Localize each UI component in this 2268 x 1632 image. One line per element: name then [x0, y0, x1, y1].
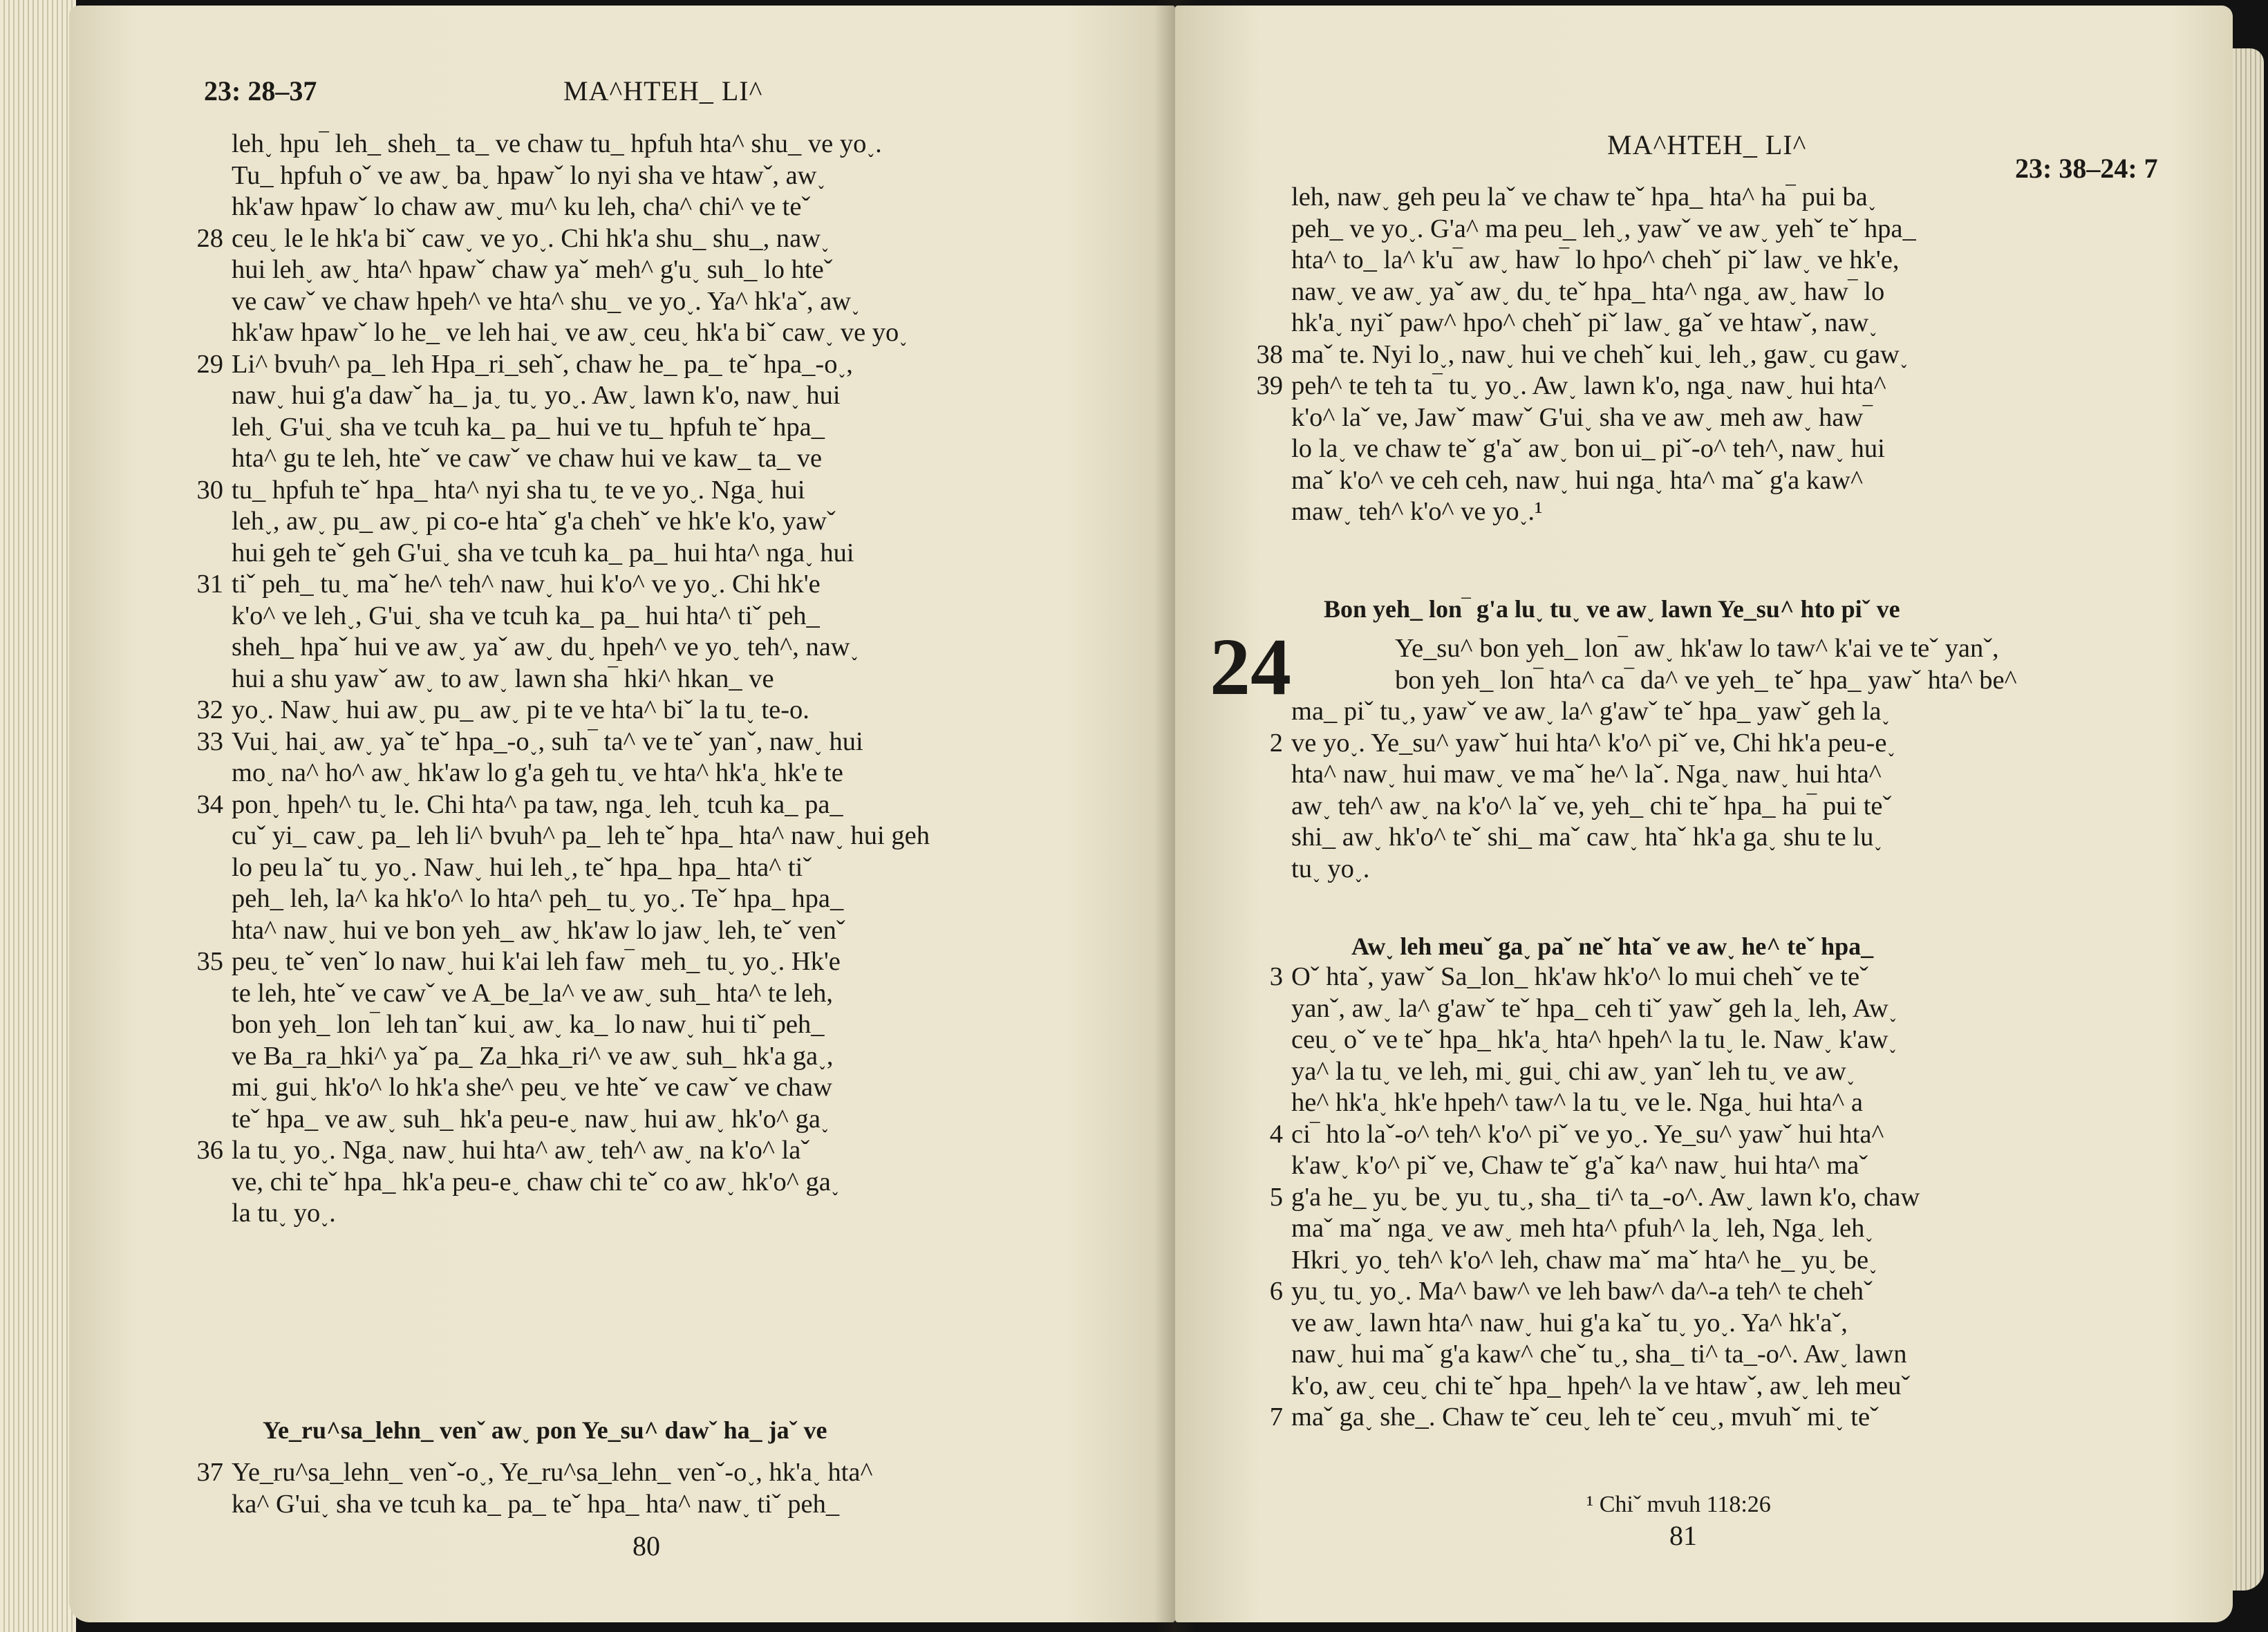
verse-text: k'o^ ve leh˯, G'ui˯ sha ve tcuh ka_ pa_ hui hta^ tiˇ peh_	[232, 601, 820, 630]
verse-text: maˇ te. Nyi lo˯, naw˯ hui ve chehˇ kui˯ leh˯, gaw˯ cu gaw˯	[1291, 339, 1909, 369]
verse-text: aw˯ teh^ aw˯ na k'o^ laˇ ve, yeh_ chi teˇ hpa_ ha‾ pui teˇ	[1291, 791, 1892, 820]
verse-text: teˇ hpa_ ve aw˯ suh_ hk'a peu-e˯ naw˯ hui aw˯ hk'o^ ga˯	[232, 1104, 830, 1134]
verse-text: g'a he_ yu˯ be˯ yu˯ tu˯, sha_ ti^ ta_-o^. Aw˯ lawn k'o, chaw	[1291, 1182, 1920, 1212]
verse-text: Ye_su^ bon yeh_ lon‾ aw˯ hk'aw lo taw^ k'ai ve teˇ yanˇ,	[1395, 634, 1999, 663]
text-line	[196, 726, 1172, 758]
text-line	[1256, 339, 2218, 371]
text-line	[1291, 696, 2218, 728]
verse-text: k'o^ laˇ ve, Jawˇ mawˇ G'ui˯ sha ve aw˯ meh aw˯ haw‾	[1291, 402, 1873, 432]
text-line	[232, 1041, 1172, 1073]
text-line	[232, 317, 1172, 349]
verse-text: hui leh˯ aw˯ hta^ hpawˇ chaw yaˇ meh^ g'u˯ suh_ lo hteˇ	[232, 255, 833, 284]
verse-text: hk'aw hpawˇ lo he_ ve leh hai˯ ve aw˯ ceu˯ hk'a biˇ caw˯ ve yo˯	[232, 318, 908, 347]
left-page-number: 80	[632, 1530, 660, 1561]
verse-text: yanˇ, aw˯ la^ g'awˇ teˇ hpa_ ceh tiˇ yawˇ geh la˯ leh, Aw˯	[1291, 993, 1897, 1023]
verse-number: 34	[196, 789, 223, 819]
text-line	[1291, 1024, 2218, 1056]
text-line	[232, 191, 1172, 223]
verse-text: lo peu laˇ tu˯ yo˯. Naw˯ hui leh˯, teˇ hpa_ hpa_ hta^ tiˇ	[232, 852, 812, 882]
verse-text: yu˯ tu˯ yo˯. Ma^ baw^ ve leh baw^ da^-a teh^ te chehˇ	[1291, 1277, 1873, 1306]
verse-text: peh_ leh, la^ ka hk'o^ lo hta^ peh_ tu˯ yo˯. Teˇ hpa_ hpa_	[232, 884, 844, 913]
verse-text: ci‾ hto laˇ-o^ teh^ k'o^ piˇ ve yo˯. Ye_su^ yawˇ hui hta^	[1291, 1119, 1884, 1149]
right-header-reference: 23: 38–24: 7	[2015, 153, 2158, 184]
verse-number: 3	[1269, 962, 1283, 991]
text-line	[196, 349, 1172, 381]
verse-text: tu_ hpfuh teˇ hpa_ hta^ nyi sha tu˯ te ve yo˯. Nga˯ hui	[232, 475, 805, 505]
text-line	[232, 820, 1172, 852]
verse-number: 7	[1269, 1403, 1283, 1432]
text-line	[232, 1198, 1172, 1230]
text-line	[1291, 402, 2218, 434]
text-line	[1291, 1339, 2218, 1371]
text-line	[1291, 993, 2218, 1025]
text-line	[196, 223, 1172, 255]
text-line	[232, 664, 1172, 695]
verse-number: 28	[196, 223, 223, 253]
verse-text: ve, chi teˇ hpa_ hk'a peu-e˯ chaw chi teˇ co aw˯ hk'o^ ga˯	[232, 1167, 840, 1197]
verse-text: cuˇ yi_ caw˯ pa_ leh li^ bvuh^ pa_ leh teˇ hpa_ hta^ naw˯ hui geh	[232, 821, 930, 850]
verse-number: 35	[196, 947, 223, 976]
verse-text: hk'aw hpawˇ lo chaw aw˯ mu^ ku leh, cha^ chi^ ve teˇ	[232, 192, 811, 221]
verse-text: Li^ bvuh^ pa_ leh Hpa_ri_sehˇ, chaw he_ pa_ teˇ hpa_-o˯,	[232, 349, 853, 379]
verse-text: la tu˯ yo˯. Nga˯ naw˯ hui hta^ aw˯ teh^ aw˯ na k'o^ laˇ	[232, 1136, 810, 1165]
book-page-edges-left	[0, 0, 76, 1632]
left-section-heading: Ye_ru^sa_lehn_ venˇ aw˯ pon Ye_su^ dawˇ ha_ jaˇ ve	[263, 1416, 827, 1444]
verse-text: tu˯ yo˯.	[1291, 854, 1370, 883]
right-page-number: 81	[1669, 1520, 1697, 1551]
verse-text: naw˯ ve aw˯ yaˇ aw˯ du˯ teˇ hpa_ hta^ nga˯ aw˯ haw‾ lo	[1291, 276, 1885, 306]
verse-text: ma_ piˇ tu˯, yawˇ ve aw˯ la^ g'awˇ teˇ hpa_ yawˇ geh la˯	[1291, 697, 1891, 726]
text-line	[196, 789, 1172, 821]
verse-number: 38	[1256, 339, 1283, 369]
text-line	[1291, 182, 2218, 214]
verse-text: he^ hk'a˯ hk'e hpeh^ taw^ la tu˯ ve le. Nga˯ hui hta^ a	[1291, 1088, 1863, 1117]
verse-number: 31	[196, 570, 223, 599]
verse-text: k'aw˯ k'o^ piˇ ve, Chaw teˇ g'aˇ ka^ naw˯ hui hta^ maˇ	[1291, 1151, 1868, 1180]
verse-text: Hkri˯ yo˯ teh^ k'o^ leh, chaw maˇ maˇ hta^ he_ yu˯ be˯	[1291, 1245, 1877, 1275]
verse-text: ya^ la tu˯ ve leh, mi˯ gui˯ chi aw˯ yanˇ leh tu˯ ve aw˯	[1291, 1056, 1855, 1086]
chapter-number: 24	[1210, 621, 1291, 712]
text-line	[1291, 465, 2218, 497]
verse-text: peu˯ teˇ venˇ lo naw˯ hui k'ai leh faw‾ meh_ tu˯ yo˯. Hk'e	[232, 947, 841, 976]
verse-text: mi˯ gui˯ hk'o^ lo hk'a she^ peu˯ ve hteˇ ve cawˇ ve chaw	[232, 1073, 832, 1102]
verse-text: pon˯ hpeh^ tu˯ le. Chi hta^ pa taw, nga˯ leh˯ tcuh ka_ pa_	[232, 789, 843, 819]
footnote: ¹ Chiˇ mvuh 118:26	[1586, 1492, 1771, 1517]
text-line	[196, 1135, 1172, 1167]
verse-number: 4	[1269, 1119, 1283, 1149]
verse-text: hk'a˯ nyiˇ paw^ hpo^ chehˇ piˇ law˯ gaˇ ve htawˇ, naw˯	[1291, 308, 1878, 337]
right-section-heading-1: Bon yeh_ lon‾ g'a lu˯ tu˯ ve aw˯ lawn Ye_su^ hto piˇ ve	[1324, 595, 1900, 623]
text-line	[232, 1104, 1172, 1136]
verse-text: peh^ te teh ta‾ tu˯ yo˯. Aw˯ lawn k'o, nga˯ naw˯ hui hta^	[1291, 371, 1886, 400]
left-text-block-2	[196, 1457, 1172, 1520]
text-line	[1291, 308, 2218, 339]
text-line	[1291, 214, 2218, 245]
verse-number: 37	[196, 1458, 223, 1487]
text-line	[1269, 1119, 2218, 1151]
verse-text: mo˯ na^ ho^ aw˯ hk'aw lo g'a geh tu˯ ve hta^ hk'a˯ hk'e te	[232, 758, 843, 787]
text-line	[1291, 633, 2218, 665]
text-line	[232, 538, 1172, 570]
text-line	[1291, 1087, 2218, 1119]
verse-number: 2	[1269, 728, 1283, 758]
left-page	[69, 6, 1175, 1622]
verse-number: 32	[196, 695, 223, 724]
text-line	[232, 758, 1172, 789]
text-line	[1269, 728, 2218, 760]
verse-text: naw˯ hui maˇ g'a kaw^ cheˇ tu˯, sha_ ti^ ta_-o^. Aw˯ lawn	[1291, 1340, 1907, 1369]
text-line	[232, 286, 1172, 318]
verse-text: ve cawˇ ve chaw hpeh^ ve hta^ shu_ ve yo˯. Ya^ hk'aˇ, aw˯	[232, 286, 860, 316]
verse-text: lo la˯ ve chaw teˇ g'aˇ aw˯ bon ui_ piˇ-o^ teh^, naw˯ hui	[1291, 434, 1885, 463]
verse-text: hta^ naw˯ hui maw˯ ve maˇ he^ laˇ. Nga˯ naw˯ hui hta^	[1291, 760, 1882, 789]
text-line	[232, 506, 1172, 538]
verse-text: Oˇ htaˇ, yawˇ Sa_lon_ hk'aw hk'o^ lo mui chehˇ ve teˇ	[1291, 962, 1868, 991]
text-line	[196, 569, 1172, 601]
verse-text: maˇ maˇ nga˯ ve aw˯ meh hta^ pfuh^ la˯ leh, Nga˯ leh˯	[1291, 1214, 1874, 1243]
text-line	[1269, 962, 2218, 993]
text-line	[1291, 1245, 2218, 1277]
text-line	[232, 601, 1172, 632]
text-line	[232, 978, 1172, 1010]
right-text-block-1	[1256, 182, 2218, 528]
verse-text: ve Ba_ra_hki^ yaˇ pa_ Za_hka_ri^ ve aw˯ suh_ hk'a ga˯,	[232, 1041, 834, 1071]
text-line	[232, 632, 1172, 664]
text-line	[196, 475, 1172, 507]
text-line	[1291, 1056, 2218, 1088]
text-line	[232, 254, 1172, 286]
verse-text: sheh_ hpaˇ hui ve aw˯ yaˇ aw˯ du˯ hpeh^ ve yo˯ teh^, naw˯	[232, 632, 859, 662]
text-line	[1291, 791, 2218, 823]
verse-number: 29	[196, 349, 223, 379]
verse-text: leh˯, aw˯ pu_ aw˯ pi co-e htaˇ g'a chehˇ ve hk'e k'o, yawˇ	[232, 507, 836, 536]
verse-text: Vui˯ hai˯ aw˯ yaˇ teˇ hpa_-o˯, suh‾ ta^ ve teˇ yanˇ, naw˯ hui	[232, 726, 863, 756]
verse-number: 39	[1256, 371, 1283, 400]
verse-number: 5	[1269, 1182, 1283, 1212]
text-line	[1291, 1213, 2218, 1245]
verse-text: peh_ ve yo˯. G'a^ ma peu_ leh˯, yawˇ ve aw˯ yehˇ teˇ hpa_	[1291, 214, 1916, 243]
text-line	[232, 915, 1172, 947]
verse-text: leh, naw˯ geh peu laˇ ve chaw teˇ hpa_ hta^ ha‾ pui ba˯	[1291, 182, 1877, 212]
text-line	[232, 1167, 1172, 1199]
verse-text: te leh, hteˇ ve cawˇ ve A_be_la^ ve aw˯ suh_ hta^ te leh,	[232, 978, 833, 1008]
verse-text: shi_ aw˯ hk'o^ teˇ shi_ maˇ caw˯ htaˇ hk'a ga˯ shu te lu˯	[1291, 823, 1883, 852]
verse-number: 30	[196, 475, 223, 505]
verse-text: tiˇ peh_ tu˯ maˇ he^ teh^ naw˯ hui k'o^ ve yo˯. Chi hk'e	[232, 570, 821, 599]
text-line	[196, 946, 1172, 978]
text-line	[1291, 822, 2218, 854]
verse-text: maˇ ga˯ she_. Chaw teˇ ceu˯ leh teˇ ceu˯, mvuhˇ mi˯ teˇ	[1291, 1403, 1879, 1432]
verse-text: ceu˯ le le hk'a biˇ caw˯ ve yo˯. Chi hk'a shu_ shu_, naw˯	[232, 223, 830, 253]
verse-text: k'o, aw˯ ceu˯ chi teˇ hpa_ hpeh^ la ve htawˇ, aw˯ leh meuˇ	[1291, 1371, 1911, 1400]
text-line	[1291, 276, 2218, 308]
text-line	[232, 380, 1172, 412]
right-header-title: MA^HTEH_ LI^	[1607, 129, 1807, 160]
verse-number: 36	[196, 1136, 223, 1165]
left-header-title: MA^HTEH_ LI^	[563, 75, 763, 106]
verse-text: hta^ gu te leh, hteˇ ve cawˇ ve chaw hui ve kaw_ ta_ ve	[232, 444, 823, 473]
text-line	[232, 412, 1172, 444]
verse-text: hui geh teˇ geh G'ui˯ sha ve tcuh ka_ pa_ hui hta^ nga˯ hui	[232, 538, 854, 568]
verse-text: ve aw˯ lawn hta^ naw˯ hui g'a kaˇ tu˯ yo˯. Ya^ hk'aˇ,	[1291, 1308, 1848, 1338]
right-page	[1175, 6, 2233, 1622]
verse-text: ka^ G'ui˯ sha ve tcuh ka_ pa_ teˇ hpa_ hta^ naw˯ tiˇ peh_	[232, 1489, 840, 1519]
verse-text: maw˯ teh^ k'o^ ve yo˯.¹	[1291, 497, 1543, 526]
text-line	[232, 883, 1172, 915]
text-line	[1269, 1276, 2218, 1308]
text-line	[232, 160, 1172, 192]
verse-text: hta^ naw˯ hui ve bon yeh_ aw˯ hk'aw lo jaw˯ leh, teˇ venˇ	[232, 915, 845, 945]
text-line	[1291, 1308, 2218, 1340]
verse-text: maˇ k'o^ ve ceh ceh, naw˯ hui nga˯ hta^ maˇ g'a kaw^	[1291, 465, 1864, 495]
text-line	[1291, 433, 2218, 465]
verse-text: ceu˯ oˇ ve teˇ hpa_ hk'a˯ hta^ hpeh^ la tu˯ le. Naw˯ k'aw˯	[1291, 1025, 1897, 1054]
right-text-block-3	[1269, 962, 2218, 1434]
text-line	[1269, 1182, 2218, 1214]
text-line	[1269, 1402, 2218, 1434]
text-line	[1291, 1150, 2218, 1182]
verse-text: bon yeh_ lon‾ leh tanˇ kui˯ aw˯ ka_ lo naw˯ hui tiˇ peh_	[232, 1010, 825, 1039]
verse-text: leh˯ hpu‾ leh_ sheh_ ta_ ve chaw tu_ hpfuh hta^ shu_ ve yo˯.	[232, 129, 882, 158]
text-line	[1291, 1371, 2218, 1403]
right-text-block-2	[1269, 633, 2218, 885]
verse-text: Ye_ru^sa_lehn_ venˇ-o˯, Ye_ru^sa_lehn_ venˇ-o˯, hk'a˯ hta^	[232, 1458, 873, 1487]
verse-text: la tu˯ yo˯.	[232, 1199, 336, 1228]
text-line	[1291, 665, 2218, 697]
text-line	[1291, 854, 2218, 885]
text-line	[1256, 371, 2218, 402]
verse-text: hta^ to_ la^ k'u‾ aw˯ haw‾ lo hpo^ chehˇ piˇ law˯ ve hk'e,	[1291, 245, 1900, 274]
verse-text: Tu_ hpfuh oˇ ve aw˯ ba˯ hpawˇ lo nyi sha ve htawˇ, aw˯	[232, 160, 826, 190]
right-section-heading-2: Aw˯ leh meuˇ ga˯ paˇ neˇ htaˇ ve aw˯ he^ teˇ hpa_	[1351, 932, 1874, 960]
text-line	[232, 1009, 1172, 1041]
text-line	[196, 1457, 1172, 1489]
verse-text: naw˯ hui g'a dawˇ ha_ ja˯ tu˯ yo˯. Aw˯ lawn k'o, naw˯ hui	[232, 381, 841, 410]
text-line	[196, 695, 1172, 726]
text-line	[232, 129, 1172, 160]
text-line	[1291, 759, 2218, 791]
verse-text: hui a shu yawˇ aw˯ to aw˯ lawn sha‾ hki^ hkan_ ve	[232, 664, 774, 693]
text-line	[232, 1072, 1172, 1104]
verse-text: leh˯ G'ui˯ sha ve tcuh ka_ pa_ hui ve tu_ hpfuh teˇ hpa_	[232, 412, 825, 442]
verse-text: ve yo˯. Ye_su^ yawˇ hui hta^ k'o^ piˇ ve, Chi hk'a peu-e˯	[1291, 728, 1896, 758]
left-text-block-1	[196, 129, 1172, 1230]
verse-number: 33	[196, 726, 223, 756]
left-header-reference: 23: 28–37	[204, 75, 317, 106]
verse-text: yo˯. Naw˯ hui aw˯ pu_ aw˯ pi te ve hta^ biˇ la tu˯ te-o.	[232, 695, 809, 724]
text-line	[232, 443, 1172, 475]
text-line	[1291, 245, 2218, 276]
verse-text: bon yeh_ lon‾ hta^ ca‾ da^ ve yeh_ teˇ hpa_ yawˇ hta^ be^	[1395, 665, 2017, 695]
text-line	[1291, 496, 2218, 528]
text-line	[232, 852, 1172, 884]
verse-number: 6	[1269, 1277, 1283, 1306]
text-line	[232, 1489, 1172, 1521]
